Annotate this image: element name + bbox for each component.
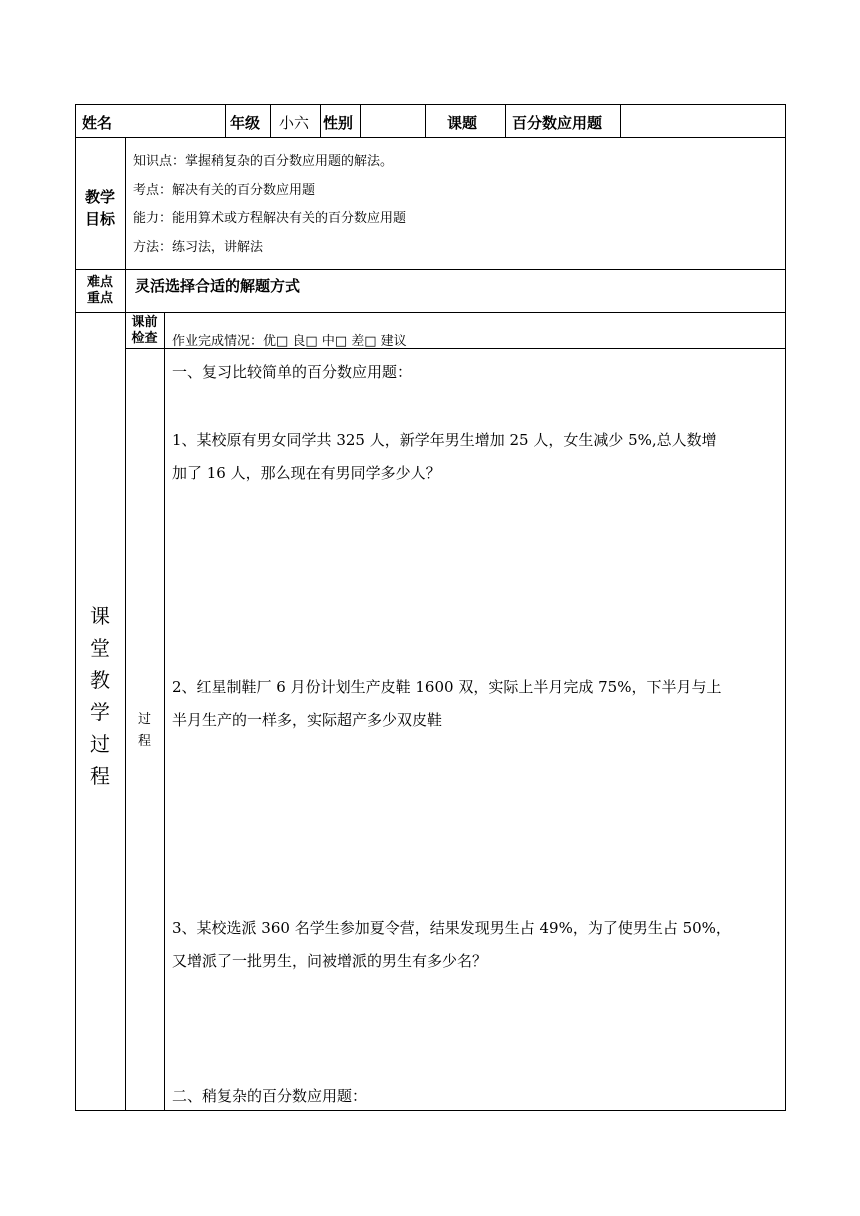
process-big-label [75,600,125,792]
question-3-line1: 3、某校选派 360 名学生参加夏令营，结果发现男生占 49%，为了使男生占 50%， [172,919,731,937]
process-sub-label [125,709,164,753]
row-divider-header [75,137,786,138]
process-sublabel-divider [164,312,165,1111]
col-divider [505,104,506,138]
question-3 [172,912,731,978]
row-divider-goals [75,269,786,270]
question-2-line2: 半月生产的一样多，实际超产多少双皮鞋 [172,711,443,729]
section2-title: 二、稍复杂的百分数应用题： [172,1087,368,1105]
table-border-right [785,104,786,1111]
topic-value: 百分数应用题 [512,114,603,132]
suggestion-blank [407,334,725,349]
col-divider [620,104,621,138]
process-char: 程 [90,764,110,788]
col-divider [360,104,361,138]
name-label: 姓名 [82,114,113,132]
topic-label: 课题 [447,114,478,132]
question-2 [172,671,721,737]
precheck-label [125,315,164,347]
label-col-divider [125,137,126,312]
process-char: 课 [90,604,110,628]
process-char: 教 [90,668,110,692]
keypoints-label-line1: 难点 [86,275,113,290]
goal-item-method: 方法：练习法，讲解法 [133,239,264,255]
goal-item-exam: 考点：解决有关的百分数应用题 [133,182,316,198]
goal-item-knowledge: 知识点：掌握稍复杂的百分数应用题的解法。 [133,154,394,169]
homework-check [172,330,725,349]
goals-label-line1: 教学 [84,188,115,206]
precheck-label-line2: 检查 [131,331,158,346]
question-3-line2: 又增派了一批男生，问被增派的男生有多少名？ [172,952,488,970]
process-sub-label-line1: 过 [137,712,151,727]
keypoints-text: 灵活选择合适的解题方式 [135,277,301,295]
process-char: 堂 [90,636,110,660]
question-1-line1: 1、某校原有男女同学共 325 人，新学年男生增加 25 人，女生减少 5%,总人数增 [172,431,717,449]
question-2-line1: 2、红星制鞋厂 6 月份计划生产皮鞋 1600 双，实际上半月完成 75%，下半月与上 [172,678,722,696]
col-divider [425,104,426,138]
col-divider [225,104,226,138]
table-border-top [75,104,786,105]
grade-label: 年级 [230,114,261,132]
keypoints-label [75,275,125,307]
col-divider [320,104,321,138]
gender-label: 性别 [323,114,354,132]
question-1-line2: 加了 16 人，那么现在有男同学多少人？ [172,464,441,482]
goal-item-ability: 能力：能用算术或方程解决有关的百分数应用题 [133,211,407,226]
process-sub-label-line2: 程 [137,734,151,749]
grade-value: 小六 [279,114,310,132]
section1-title: 一、复习比较简单的百分数应用题： [172,363,413,381]
row-divider-keypoints [75,312,786,313]
process-char: 学 [90,700,110,724]
col-divider [270,104,271,138]
goals-label [75,186,125,230]
table-border-bottom [75,1110,786,1111]
question-1 [172,424,717,490]
homework-text: 作业完成情况：优□ 良□ 中□ 差□ 建议 [172,334,407,349]
goals-list [133,148,406,262]
goals-label-line2: 目标 [84,210,115,228]
process-char: 过 [90,732,110,756]
keypoints-label-line2: 重点 [86,291,113,306]
precheck-label-line1: 课前 [131,315,158,330]
